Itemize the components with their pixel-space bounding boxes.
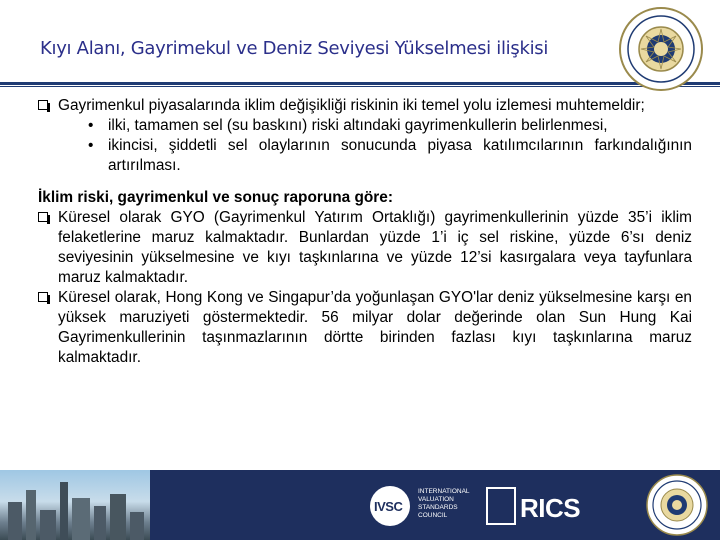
checkbox-bullet-icon <box>38 292 48 302</box>
list-item <box>38 208 692 288</box>
bullet-icon: • <box>88 137 94 154</box>
list-item <box>38 96 692 116</box>
title-divider <box>0 82 720 85</box>
paragraph-text: Gayrimenkul piyasalarında iklim değişikliği riskinin iki temel yolu izlemesi muhtemeldir; <box>58 97 645 114</box>
city-skyline-photo <box>0 470 150 540</box>
title-divider-thin <box>0 86 720 87</box>
rics-logo <box>486 487 516 525</box>
list-item <box>38 288 692 368</box>
bullet-icon: • <box>88 117 94 134</box>
checkbox-bullet-icon <box>38 100 48 110</box>
section-heading: İklim riski, gayrimenkul ve sonuç raporuna göre: <box>38 189 393 206</box>
sub-list-item <box>38 116 692 136</box>
paragraph-text: Küresel olarak GYO (Gayrimenkul Yatırım Ortaklığı) gayrimenkullerinin yüzde 35’i iklim felaketlerine maruz kalmaktadır. Bunlardan yüzde 1’i iç sel riskine, yüzde 6’sı deniz seviyesinin yükselmesine ve kıyı taşkınlarına ve yüzde 12’si kasırgalara veya tayfunlara maruz kalmaktadır. <box>58 209 692 286</box>
paragraph-text: Küresel olarak, Hong Kong ve Singapur’da yoğunlaşan GYO'lar deniz yükselmesine karşı en yüksek maruziyeti göstermektedir. 56 milyar dolar değerinde olan Sun Hung Kai Gayrimenkullerinin taşınmazlarının dörtte birinden fazlası kıyı taşkınlarına maruz kalmaktadır. <box>58 289 692 366</box>
sub-item-text: ikincisi, şiddetli sel olaylarının sonucunda piyasa katılımcılarının farkındalığının artırılması. <box>108 137 692 174</box>
ankara-university-seal <box>618 6 704 92</box>
slide-content <box>38 96 692 368</box>
ankara-university-seal-small <box>646 474 708 536</box>
sub-item-text: ilki, tamamen sel (su baskını) riski altındaki gayrimenkullerin belirlenmesi, <box>108 117 608 134</box>
rics-logo-text: RICS <box>520 493 581 523</box>
ivsc-caption: INTERNATIONAL VALUATION STANDARDS COUNCIL <box>418 488 470 519</box>
ivsc-logo-text: IVSC <box>374 499 403 514</box>
checkbox-bullet-icon <box>38 212 48 222</box>
sub-list-item <box>38 136 692 176</box>
slide-title: Kıyı Alanı, Gayrimekul ve Deniz Seviyesi Yükselmesi ilişkisi <box>40 38 549 59</box>
